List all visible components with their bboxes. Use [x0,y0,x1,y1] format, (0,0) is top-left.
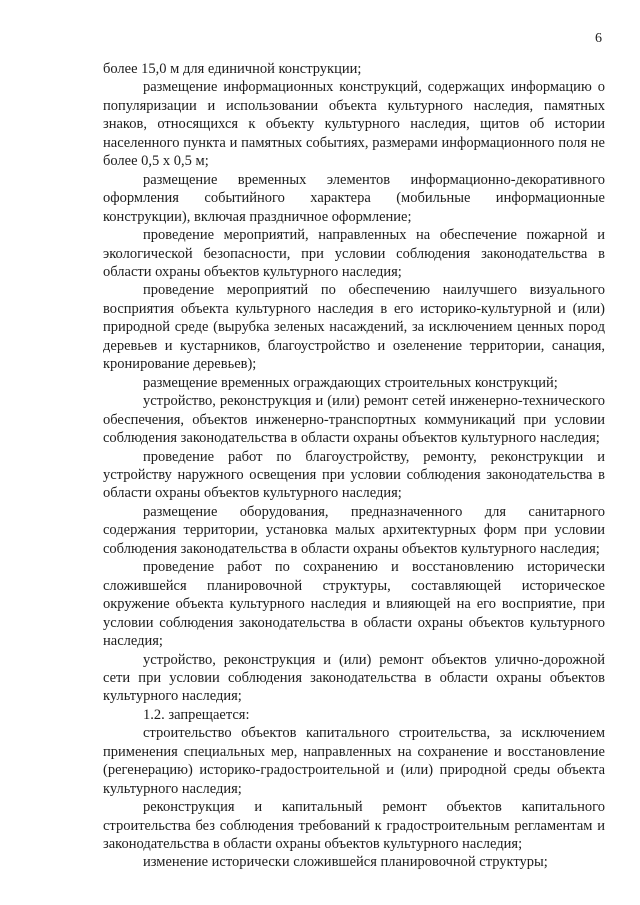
paragraph-planning-change: изменение исторически сложившейся планировочной структуры; [143,854,548,871]
paragraph-info-constructions: размещение информационных конструкций, содержащих информацию о популяризации и использовании объекта культурного наследия, памятных знаков, относящихся к объекту культурного наследия, щитов об истории населенного пункта и памятных событиях, размерами информационного поля не более 0,5 х 0,5 м; [103,79,605,170]
paragraph-road-network: устройство, реконструкция и (или) ремонт объектов улично-дорожной сети при условии соблюдения законодательства в области охраны объектов культурного наследия; [103,651,605,705]
document-body [103,60,605,872]
paragraph-continuation: более 15,0 м для единичной конструкции; [103,61,362,77]
paragraph-capital-construction: строительство объектов капитального строительства, за исключением применения специальных мер, направленных на сохранение и восстановление (регенерацию) историко-градостроительной и (или) природной среды объекта культурного наследия; [103,725,605,797]
paragraph-temporary-fences: размещение временных ограждающих строительных конструкций; [143,374,558,391]
paragraph-visual-perception: проведение мероприятий по обеспечению наилучшего визуального восприятия объекта культурного наследия в его историко-культурной и (или) природной среде (вырубка зеленых насаждений, за исключением ценных пород деревьев и кустарников, благоустройство и озеленение территории, санация, кронирование деревьев); [103,282,605,373]
paragraph-planning-structure: проведение работ по сохранению и восстановлению исторически сложившейся планировочной структуры, составляющей историческое окружение объекта культурного наследия и влияющей на его восприятие, при условии соблюдения законодательства в области охраны объектов культурного наследия; [103,559,605,650]
paragraph-temporary-decor: размещение временных элементов информационно-декоративного оформления событийного характера (мобильные информационные конструкции), включая праздничное оформление; [103,171,605,225]
section-heading-prohibited: 1.2. запрещается: [143,706,250,723]
paragraph-reconstruction: реконструкция и капитальный ремонт объектов капитального строительства без соблюдения требований к градостроительным регламентам и законодательства в области охраны объектов культурного наследия; [103,799,605,853]
paragraph-sanitary-equipment: размещение оборудования, предназначенного для санитарного содержания территории, установка малых архитектурных форм при условии соблюдения законодательства в области охраны объектов культурного наследия; [103,503,605,557]
paragraph-fire-safety: проведение мероприятий, направленных на обеспечение пожарной и экологической безопасности, при условии соблюдения законодательства в области охраны объектов культурного наследия; [103,227,605,280]
paragraph-outdoor-lighting: проведение работ по благоустройству, ремонту, реконструкции и устройству наружного освещения при условии соблюдения законодательства в области охраны объектов культурного наследия; [103,448,605,502]
paragraph-engineering-networks: устройство, реконструкция и (или) ремонт сетей инженерно-технического обеспечения, объектов инженерно-транспортных коммуникаций при условии соблюдения законодательства в области охраны объектов культурного наследия; [103,393,605,447]
page-number: 6 [595,31,602,46]
